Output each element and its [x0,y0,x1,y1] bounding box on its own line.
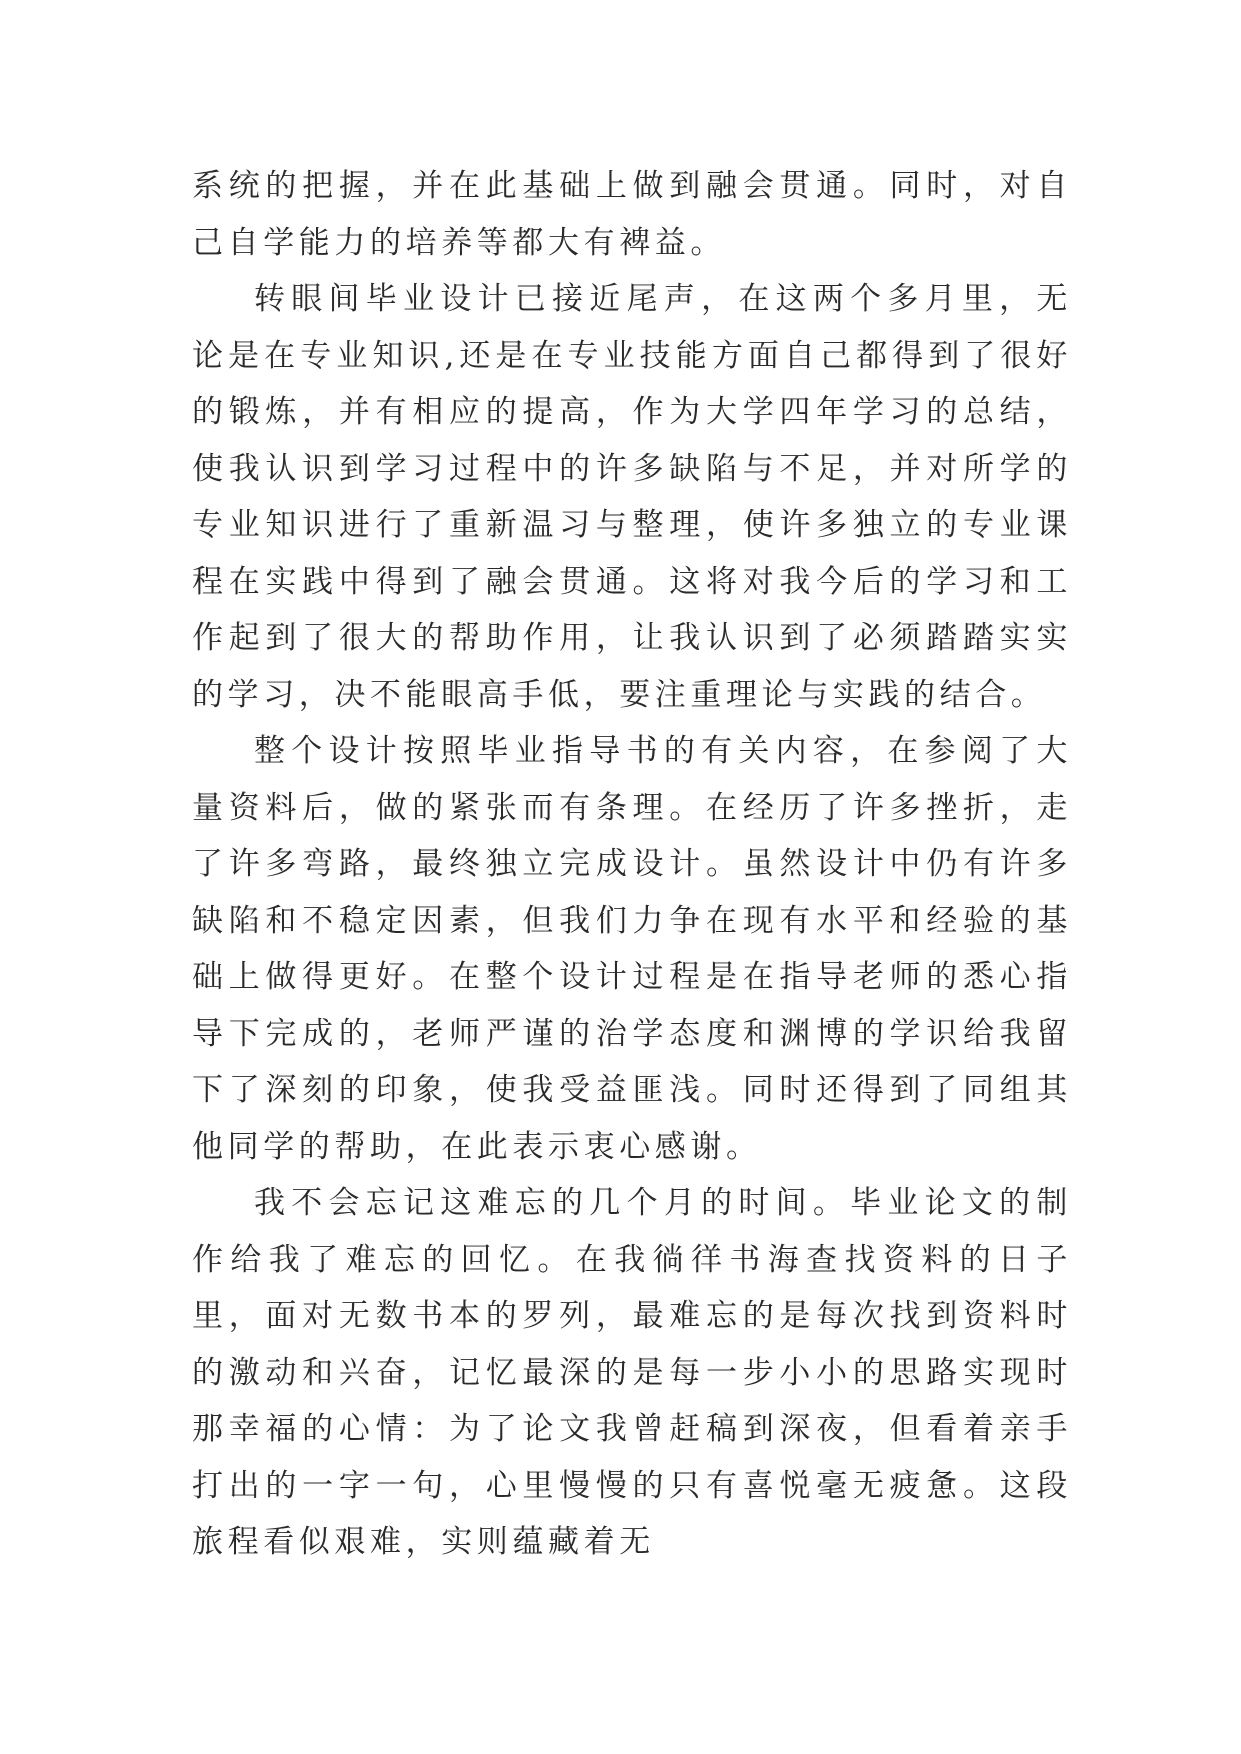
paragraph-2: 转眼间毕业设计已接近尾声，在这两个多月里，无论是在专业知识,还是在专业技能方面自己都得到了很好的锻炼，并有相应的提高，作为大学四年学习的总结，使我认识到学习过程中的许多缺陷与不足，并对所学的专业知识进行了重新温习与整理，使许多独立的专业课程在实践中得到了融会贯通。这将对我今后的学习和工作起到了很大的帮助作用，让我认识到了必须踏踏实实的学习，决不能眼高手低，要注重理论与实践的结合。 [192,281,1072,713]
paragraph-3: 整个设计按照毕业指导书的有关内容，在参阅了大量资料后，做的紧张而有条理。在经历了许多挫折，走了许多弯路，最终独立完成设计。虽然设计中仍有许多缺陷和不稳定因素，但我们力争在现有水平和经验的基础上做得更好。在整个设计过程是在指导老师的悉心指导下完成的，老师严谨的治学态度和渊博的学识给我留下了深刻的印象，使我受益匪浅。同时还得到了同组其他同学的帮助，在此表示衷心感谢。 [192,733,1072,1165]
body-text [192,158,1072,1571]
paragraph-1: 系统的把握，并在此基础上做到融会贯通。同时，对自己自学能力的培养等都大有裨益。 [192,168,1072,261]
paragraph-4: 我不会忘记这难忘的几个月的时间。毕业论文的制作给我了难忘的回忆。在我徜徉书海查找资料的日子里，面对无数书本的罗列，最难忘的是每次找到资料时的激动和兴奋，记忆最深的是每一步小小的思路实现时那幸福的心情：为了论文我曾赶稿到深夜，但看着亲手打出的一字一句，心里慢慢的只有喜悦毫无疲惫。这段旅程看似艰难，实则蕴藏着无 [192,1185,1072,1560]
